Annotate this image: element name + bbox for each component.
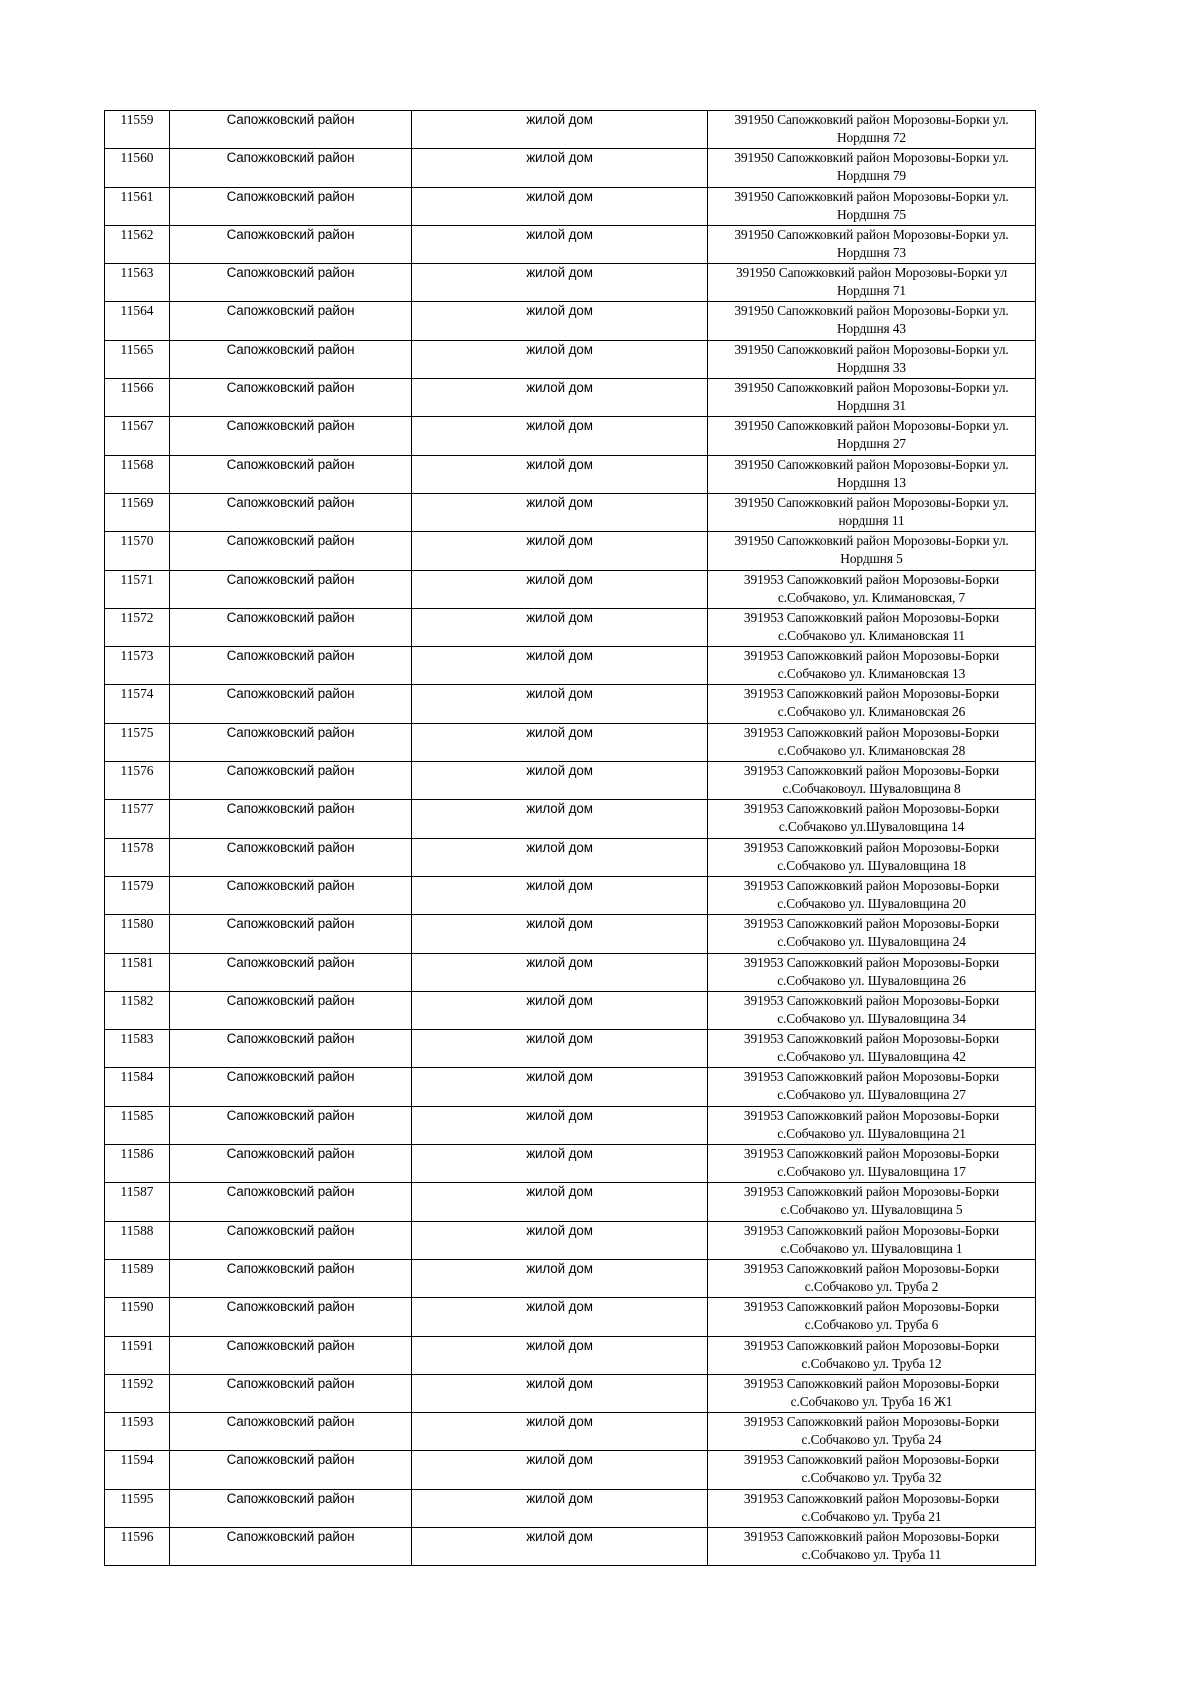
address-cell: 391950 Сапожковкий район Морозовы-Борки ул. нордшня 11 bbox=[708, 493, 1036, 531]
district-cell: Сапожковский район bbox=[170, 876, 412, 914]
district-cell: Сапожковский район bbox=[170, 379, 412, 417]
object-type-cell: жилой дом bbox=[412, 1298, 708, 1336]
object-type-cell: жилой дом bbox=[412, 838, 708, 876]
object-type-cell: жилой дом bbox=[412, 1527, 708, 1565]
address-cell: 391953 Сапожковкий район Морозовы-Борки с.Собчаково ул. Шуваловщина 20 bbox=[708, 876, 1036, 914]
table-row bbox=[105, 149, 1036, 187]
table-row bbox=[105, 187, 1036, 225]
object-type-cell: жилой дом bbox=[412, 685, 708, 723]
record-number-cell: 11592 bbox=[105, 1374, 170, 1412]
object-type-cell: жилой дом bbox=[412, 264, 708, 302]
record-number-cell: 11570 bbox=[105, 532, 170, 570]
table-row bbox=[105, 723, 1036, 761]
district-cell: Сапожковский район bbox=[170, 493, 412, 531]
address-cell: 391953 Сапожковкий район Морозовы-Борки с.Собчаково, ул. Климановская, 7 bbox=[708, 570, 1036, 608]
object-type-cell: жилой дом bbox=[412, 455, 708, 493]
object-type-cell: жилой дом bbox=[412, 187, 708, 225]
address-cell: 391953 Сапожковкий район Морозовы-Борки с.Собчаково ул.Шуваловщина 14 bbox=[708, 800, 1036, 838]
address-cell: 391953 Сапожковкий район Морозовы-Борки с.Собчаково ул. Труба 24 bbox=[708, 1413, 1036, 1451]
record-number-cell: 11564 bbox=[105, 302, 170, 340]
address-cell: 391953 Сапожковкий район Морозовы-Борки с.Собчаково ул. Шуваловщина 17 bbox=[708, 1145, 1036, 1183]
object-type-cell: жилой дом bbox=[412, 800, 708, 838]
record-number-cell: 11566 bbox=[105, 379, 170, 417]
record-number-cell: 11595 bbox=[105, 1489, 170, 1527]
object-type-cell: жилой дом bbox=[412, 1068, 708, 1106]
object-type-cell: жилой дом bbox=[412, 225, 708, 263]
record-number-cell: 11594 bbox=[105, 1451, 170, 1489]
table-row bbox=[105, 111, 1036, 149]
district-cell: Сапожковский район bbox=[170, 1489, 412, 1527]
table-row bbox=[105, 1221, 1036, 1259]
record-number-cell: 11590 bbox=[105, 1298, 170, 1336]
record-number-cell: 11569 bbox=[105, 493, 170, 531]
address-cell: 391953 Сапожковкий район Морозовы-Борки с.Собчаково ул. Шуваловщина 26 bbox=[708, 953, 1036, 991]
address-cell: 391950 Сапожковкий район Морозовы-Борки ул. Нордшня 31 bbox=[708, 379, 1036, 417]
record-number-cell: 11571 bbox=[105, 570, 170, 608]
record-number-cell: 11578 bbox=[105, 838, 170, 876]
table-row bbox=[105, 493, 1036, 531]
address-cell: 391950 Сапожковкий район Морозовы-Борки ул. Нордшня 75 bbox=[708, 187, 1036, 225]
table-row bbox=[105, 876, 1036, 914]
object-type-cell: жилой дом bbox=[412, 570, 708, 608]
table-row bbox=[105, 1145, 1036, 1183]
table-row bbox=[105, 379, 1036, 417]
table-row bbox=[105, 302, 1036, 340]
address-cell: 391953 Сапожковкий район Морозовы-Борки с.Собчаково ул. Шуваловщина 21 bbox=[708, 1106, 1036, 1144]
record-number-cell: 11574 bbox=[105, 685, 170, 723]
record-number-cell: 11581 bbox=[105, 953, 170, 991]
table-row bbox=[105, 1183, 1036, 1221]
district-cell: Сапожковский район bbox=[170, 1030, 412, 1068]
table-row bbox=[105, 225, 1036, 263]
table-row bbox=[105, 1413, 1036, 1451]
table-row bbox=[105, 800, 1036, 838]
district-cell: Сапожковский район bbox=[170, 647, 412, 685]
object-type-cell: жилой дом bbox=[412, 723, 708, 761]
district-cell: Сапожковский район bbox=[170, 1451, 412, 1489]
object-type-cell: жилой дом bbox=[412, 1183, 708, 1221]
address-cell: 391953 Сапожковкий район Морозовы-Борки с.Собчаково ул. Шуваловщина 27 bbox=[708, 1068, 1036, 1106]
address-cell: 391953 Сапожковкий район Морозовы-Борки с.Собчаково ул. Шуваловщина 18 bbox=[708, 838, 1036, 876]
address-cell: 391953 Сапожковкий район Морозовы-Борки с.Собчаково ул. Климановская 28 bbox=[708, 723, 1036, 761]
address-cell: 391953 Сапожковкий район Морозовы-Борки с.Собчаково ул. Шуваловщина 42 bbox=[708, 1030, 1036, 1068]
record-number-cell: 11575 bbox=[105, 723, 170, 761]
address-cell: 391953 Сапожковкий район Морозовы-Борки с.Собчаково ул. Климановская 13 bbox=[708, 647, 1036, 685]
table-row bbox=[105, 685, 1036, 723]
object-type-cell: жилой дом bbox=[412, 1145, 708, 1183]
table-row bbox=[105, 838, 1036, 876]
record-number-cell: 11560 bbox=[105, 149, 170, 187]
object-type-cell: жилой дом bbox=[412, 876, 708, 914]
object-type-cell: жилой дом bbox=[412, 1106, 708, 1144]
object-type-cell: жилой дом bbox=[412, 302, 708, 340]
object-type-cell: жилой дом bbox=[412, 608, 708, 646]
district-cell: Сапожковский район bbox=[170, 1527, 412, 1565]
record-number-cell: 11584 bbox=[105, 1068, 170, 1106]
object-type-cell: жилой дом bbox=[412, 493, 708, 531]
table-row bbox=[105, 1030, 1036, 1068]
district-cell: Сапожковский район bbox=[170, 1374, 412, 1412]
address-cell: 391953 Сапожковкий район Морозовы-Борки с.Собчаково ул. Труба 21 bbox=[708, 1489, 1036, 1527]
address-cell: 391950 Сапожковкий район Морозовы-Борки ул. Нордшня 73 bbox=[708, 225, 1036, 263]
table-row bbox=[105, 264, 1036, 302]
object-type-cell: жилой дом bbox=[412, 1259, 708, 1297]
table-row bbox=[105, 532, 1036, 570]
district-cell: Сапожковский район bbox=[170, 1298, 412, 1336]
table-row bbox=[105, 762, 1036, 800]
table-row bbox=[105, 1489, 1036, 1527]
address-cell: 391950 Сапожковкий район Морозовы-Борки ул. Нордшня 79 bbox=[708, 149, 1036, 187]
table-row bbox=[105, 455, 1036, 493]
table-row bbox=[105, 1298, 1036, 1336]
record-number-cell: 11561 bbox=[105, 187, 170, 225]
object-type-cell: жилой дом bbox=[412, 915, 708, 953]
table-row bbox=[105, 1527, 1036, 1565]
table-row bbox=[105, 608, 1036, 646]
record-number-cell: 11586 bbox=[105, 1145, 170, 1183]
district-cell: Сапожковский район bbox=[170, 1183, 412, 1221]
record-number-cell: 11559 bbox=[105, 111, 170, 149]
address-cell: 391953 Сапожковкий район Морозовы-Борки с.Собчаково ул. Шуваловщина 5 bbox=[708, 1183, 1036, 1221]
table-row bbox=[105, 647, 1036, 685]
record-number-cell: 11576 bbox=[105, 762, 170, 800]
address-cell: 391953 Сапожковкий район Морозовы-Борки с.Собчаково ул. Шуваловщина 1 bbox=[708, 1221, 1036, 1259]
record-number-cell: 11585 bbox=[105, 1106, 170, 1144]
table-row bbox=[105, 915, 1036, 953]
record-number-cell: 11591 bbox=[105, 1336, 170, 1374]
district-cell: Сапожковский район bbox=[170, 340, 412, 378]
object-type-cell: жилой дом bbox=[412, 111, 708, 149]
object-type-cell: жилой дом bbox=[412, 149, 708, 187]
record-number-cell: 11562 bbox=[105, 225, 170, 263]
district-cell: Сапожковский район bbox=[170, 570, 412, 608]
address-cell: 391953 Сапожковкий район Морозовы-Борки с.Собчаково ул. Труба 11 bbox=[708, 1527, 1036, 1565]
object-type-cell: жилой дом bbox=[412, 1413, 708, 1451]
object-type-cell: жилой дом bbox=[412, 417, 708, 455]
object-type-cell: жилой дом bbox=[412, 1489, 708, 1527]
table-row bbox=[105, 417, 1036, 455]
object-type-cell: жилой дом bbox=[412, 1336, 708, 1374]
object-type-cell: жилой дом bbox=[412, 1374, 708, 1412]
object-type-cell: жилой дом bbox=[412, 1451, 708, 1489]
district-cell: Сапожковский район bbox=[170, 1413, 412, 1451]
table-row bbox=[105, 1106, 1036, 1144]
table-row bbox=[105, 1451, 1036, 1489]
district-cell: Сапожковский район bbox=[170, 1145, 412, 1183]
district-cell: Сапожковский район bbox=[170, 608, 412, 646]
district-cell: Сапожковский район bbox=[170, 187, 412, 225]
record-number-cell: 11563 bbox=[105, 264, 170, 302]
district-cell: Сапожковский район bbox=[170, 149, 412, 187]
district-cell: Сапожковский район bbox=[170, 685, 412, 723]
address-cell: 391950 Сапожковкий район Морозовы-Борки ул. Нордшня 5 bbox=[708, 532, 1036, 570]
record-number-cell: 11573 bbox=[105, 647, 170, 685]
record-number-cell: 11596 bbox=[105, 1527, 170, 1565]
district-cell: Сапожковский район bbox=[170, 302, 412, 340]
table-row bbox=[105, 1259, 1036, 1297]
district-cell: Сапожковский район bbox=[170, 264, 412, 302]
object-type-cell: жилой дом bbox=[412, 762, 708, 800]
district-cell: Сапожковский район bbox=[170, 991, 412, 1029]
record-number-cell: 11565 bbox=[105, 340, 170, 378]
table-row bbox=[105, 953, 1036, 991]
district-cell: Сапожковский район bbox=[170, 225, 412, 263]
object-type-cell: жилой дом bbox=[412, 532, 708, 570]
address-cell: 391953 Сапожковкий район Морозовы-Борки с.Собчаковоул. Шуваловщина 8 bbox=[708, 762, 1036, 800]
table-row bbox=[105, 991, 1036, 1029]
district-cell: Сапожковский район bbox=[170, 1106, 412, 1144]
district-cell: Сапожковский район bbox=[170, 915, 412, 953]
address-cell: 391950 Сапожковкий район Морозовы-Борки ул. Нордшня 43 bbox=[708, 302, 1036, 340]
address-cell: 391950 Сапожковкий район Морозовы-Борки ул Нордшня 71 bbox=[708, 264, 1036, 302]
record-number-cell: 11593 bbox=[105, 1413, 170, 1451]
address-cell: 391950 Сапожковкий район Морозовы-Борки ул. Нордшня 72 bbox=[708, 111, 1036, 149]
record-number-cell: 11588 bbox=[105, 1221, 170, 1259]
district-cell: Сапожковский район bbox=[170, 532, 412, 570]
district-cell: Сапожковский район bbox=[170, 1068, 412, 1106]
table-row bbox=[105, 570, 1036, 608]
address-cell: 391950 Сапожковкий район Морозовы-Борки ул. Нордшня 33 bbox=[708, 340, 1036, 378]
district-cell: Сапожковский район bbox=[170, 838, 412, 876]
record-number-cell: 11582 bbox=[105, 991, 170, 1029]
record-number-cell: 11572 bbox=[105, 608, 170, 646]
record-number-cell: 11577 bbox=[105, 800, 170, 838]
table-row bbox=[105, 1374, 1036, 1412]
district-cell: Сапожковский район bbox=[170, 1336, 412, 1374]
registry-table-body bbox=[105, 111, 1036, 1566]
object-type-cell: жилой дом bbox=[412, 991, 708, 1029]
record-number-cell: 11580 bbox=[105, 915, 170, 953]
table-row bbox=[105, 1068, 1036, 1106]
address-cell: 391953 Сапожковкий район Морозовы-Борки с.Собчаково ул. Труба 16 Ж1 bbox=[708, 1374, 1036, 1412]
address-cell: 391953 Сапожковкий район Морозовы-Борки с.Собчаково ул. Труба 32 bbox=[708, 1451, 1036, 1489]
address-cell: 391950 Сапожковкий район Морозовы-Борки ул. Нордшня 13 bbox=[708, 455, 1036, 493]
district-cell: Сапожковский район bbox=[170, 455, 412, 493]
address-cell: 391950 Сапожковкий район Морозовы-Борки ул. Нордшня 27 bbox=[708, 417, 1036, 455]
registry-table bbox=[104, 110, 1036, 1566]
object-type-cell: жилой дом bbox=[412, 953, 708, 991]
address-cell: 391953 Сапожковкий район Морозовы-Борки с.Собчаково ул. Труба 12 bbox=[708, 1336, 1036, 1374]
object-type-cell: жилой дом bbox=[412, 1030, 708, 1068]
address-cell: 391953 Сапожковкий район Морозовы-Борки с.Собчаково ул. Климановская 26 bbox=[708, 685, 1036, 723]
district-cell: Сапожковский район bbox=[170, 723, 412, 761]
district-cell: Сапожковский район bbox=[170, 1259, 412, 1297]
district-cell: Сапожковский район bbox=[170, 762, 412, 800]
table-row bbox=[105, 1336, 1036, 1374]
district-cell: Сапожковский район bbox=[170, 417, 412, 455]
record-number-cell: 11589 bbox=[105, 1259, 170, 1297]
table-row bbox=[105, 340, 1036, 378]
address-cell: 391953 Сапожковкий район Морозовы-Борки с.Собчаково ул. Климановская 11 bbox=[708, 608, 1036, 646]
record-number-cell: 11587 bbox=[105, 1183, 170, 1221]
address-cell: 391953 Сапожковкий район Морозовы-Борки с.Собчаково ул. Труба 2 bbox=[708, 1259, 1036, 1297]
address-cell: 391953 Сапожковкий район Морозовы-Борки с.Собчаково ул. Труба 6 bbox=[708, 1298, 1036, 1336]
record-number-cell: 11579 bbox=[105, 876, 170, 914]
district-cell: Сапожковский район bbox=[170, 953, 412, 991]
address-cell: 391953 Сапожковкий район Морозовы-Борки с.Собчаково ул. Шуваловщина 24 bbox=[708, 915, 1036, 953]
address-cell: 391953 Сапожковкий район Морозовы-Борки с.Собчаково ул. Шуваловщина 34 bbox=[708, 991, 1036, 1029]
record-number-cell: 11583 bbox=[105, 1030, 170, 1068]
record-number-cell: 11567 bbox=[105, 417, 170, 455]
district-cell: Сапожковский район bbox=[170, 111, 412, 149]
district-cell: Сапожковский район bbox=[170, 800, 412, 838]
record-number-cell: 11568 bbox=[105, 455, 170, 493]
district-cell: Сапожковский район bbox=[170, 1221, 412, 1259]
object-type-cell: жилой дом bbox=[412, 379, 708, 417]
object-type-cell: жилой дом bbox=[412, 647, 708, 685]
object-type-cell: жилой дом bbox=[412, 340, 708, 378]
object-type-cell: жилой дом bbox=[412, 1221, 708, 1259]
